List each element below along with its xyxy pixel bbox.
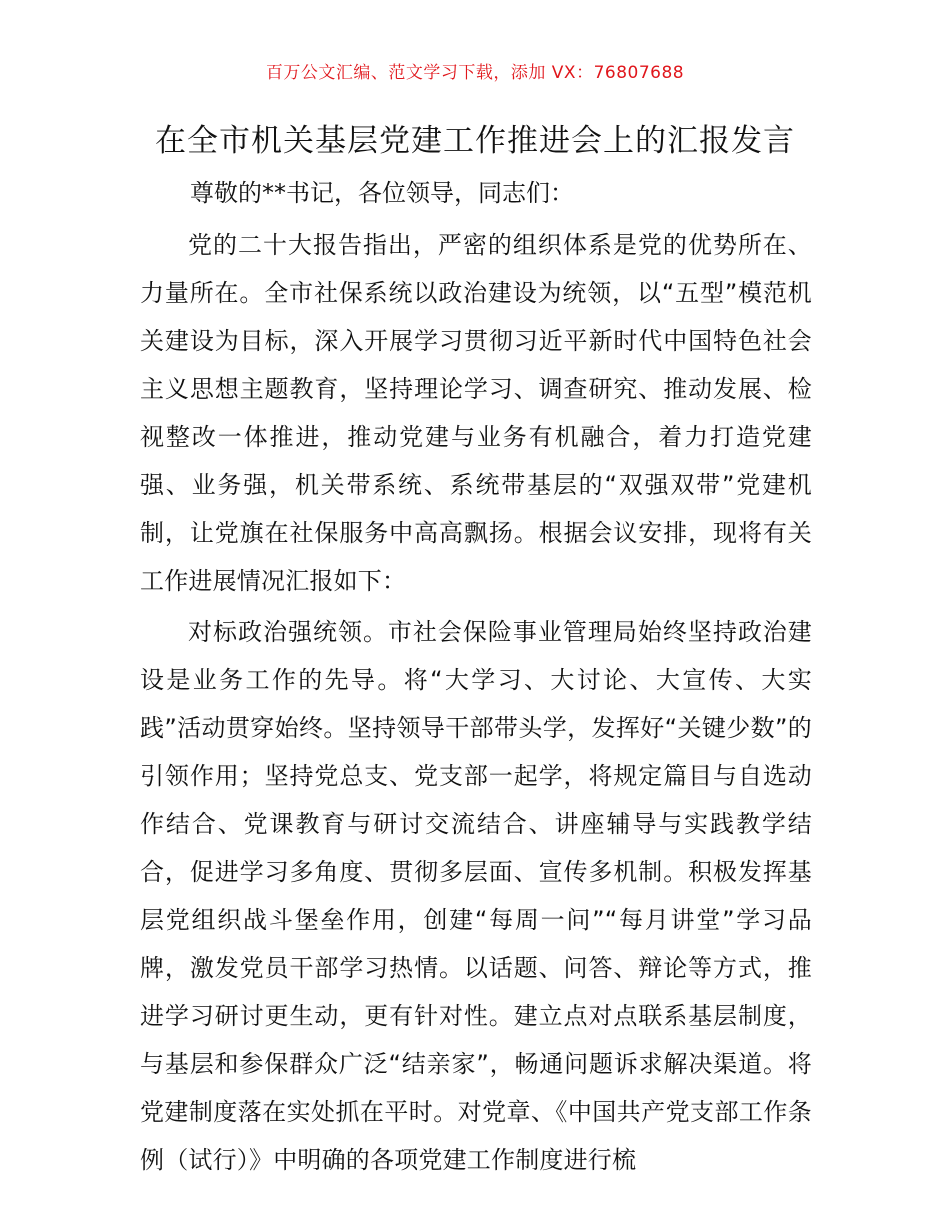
promo-banner: 百万公文汇编、范文学习下载，添加 VX：76807688 [265, 63, 685, 83]
salutation: 尊敬的**书记，各位领导，同志们： [190, 179, 574, 207]
document-title: 在全市机关基层党建工作推进会上的汇报发言 [155, 123, 795, 159]
body-paragraph: 党的二十大报告指出，严密的组织体系是党的优势所在、力量所在。全市社保系统以政治建设为统领，以“五型”模范机关建设为目标，深入开展学习贯彻习近平新时代中国特色社会主义思想主题教育，坚持理论学习、调查研究、推动发展、检视整改一体推进，推动党建与业务有机融合，着力打造党建强、业务强，机关带系统、系统带基层的“双强双带”党建机制，让党旗在社保服务中高高飘扬。根据会议安排，现将有关工作进展情况汇报如下： [140, 231, 812, 595]
body-paragraph: 对标政治强统领。市社会保险事业管理局始终坚持政治建设是业务工作的先导。将“大学习、大讨论、大宣传、大实践”活动贯穿始终。坚持领导干部带头学，发挥好“关键少数”的引领作用；坚持党总支、党支部一起学，将规定篇目与自选动作结合、党课教育与研讨交流结合、讲座辅导与实践教学结合，促进学习多角度、贯彻多层面、宣传多机制。积极发挥基层党组织战斗堡垒作用，创建“每周一问”“每月讲堂”学习品牌，激发党员干部学习热情。以话题、问答、辩论等方式，推进学习研讨更生动，更有针对性。建立点对点联系基层制度，与基层和参保群众广泛“结亲家”，畅通问题诉求解决渠道。将党建制度落在实处抓在平时。对党章、《中国共产党支部工作条例（试行）》中明确的各项党建工作制度进行梳 [140, 618, 812, 1174]
